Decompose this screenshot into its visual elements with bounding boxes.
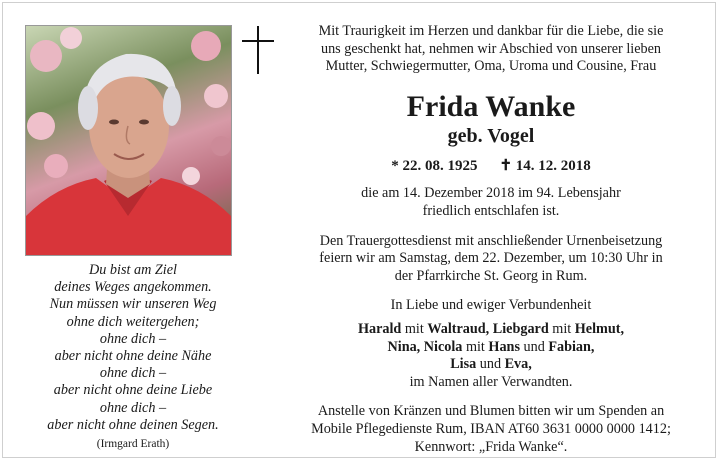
family-line: im Namen aller Verwandten.: [409, 373, 573, 390]
cross-icon: [240, 26, 276, 74]
poem-line: ohne dich –: [99, 330, 167, 347]
donation-line: Mobile Pflegedienste Rum, IBAN AT60 3631 0000 0000 1412;: [311, 420, 671, 437]
poem-line: ohne dich –: [99, 399, 167, 416]
poem-line: Nun müssen wir unseren Weg: [49, 296, 217, 313]
intro-line: Mutter, Schwiegermutter, Oma, Uroma und Cousine, Frau: [325, 58, 657, 75]
poem-line: aber nicht ohne deine Liebe: [53, 382, 213, 399]
obituary-text: [282, 23, 700, 456]
deceased-name: Frida Wanke: [406, 89, 576, 123]
poem-line: Du bist am Ziel: [89, 262, 177, 278]
poem-line: deines Weges angekommen.: [54, 279, 212, 296]
poem: [18, 262, 248, 453]
intro-line: uns geschenkt hat, nehmen wir Abschied von unserer lieben: [320, 40, 661, 57]
death-text-line: friedlich entschlafen ist.: [422, 202, 560, 219]
service-line: der Pfarrkirche St. Georg in Rum.: [394, 267, 588, 284]
donation-line: Anstelle von Kränzen und Blumen bitten wir um Spenden an: [317, 403, 665, 420]
portrait-photo: [25, 25, 232, 256]
life-dates: [282, 158, 700, 176]
donation-line: Kennwort: „Frida Wanke“.: [414, 438, 568, 455]
family-line: Lisa und Eva,: [450, 356, 532, 373]
birth-date: * 22. 08. 1925: [391, 157, 478, 174]
intro-line: Mit Traurigkeit im Herzen und dankbar für die Liebe, die sie: [318, 23, 664, 39]
farewell-line: In Liebe und ewiger Verbundenheit: [390, 297, 592, 314]
birth-name: geb. Vogel: [447, 124, 535, 147]
family-line: Harald mit Waltraud, Liebgard mit Helmut,: [357, 320, 625, 337]
poem-line: aber nicht ohne deinen Segen.: [47, 416, 219, 433]
poem-line: ohne dich –: [99, 365, 167, 382]
poem-line: aber nicht ohne deine Nähe: [54, 348, 212, 365]
poem-line: ohne dich weitergehen;: [66, 313, 200, 330]
death-date: ✝ 14. 12. 2018: [499, 157, 591, 174]
service-line: feiern wir am Samstag, dem 22. Dezember, um 10:30 Uhr in: [319, 250, 663, 267]
poem-credit: (Irmgard Erath): [96, 438, 170, 451]
death-text-line: die am 14. Dezember 2018 im 94. Lebensjahr: [361, 185, 621, 202]
service-line: Den Trauergottesdienst mit anschließender Urnenbeisetzung: [319, 232, 663, 249]
family-line: Nina, Nicola mit Hans und Fabian,: [387, 338, 595, 355]
